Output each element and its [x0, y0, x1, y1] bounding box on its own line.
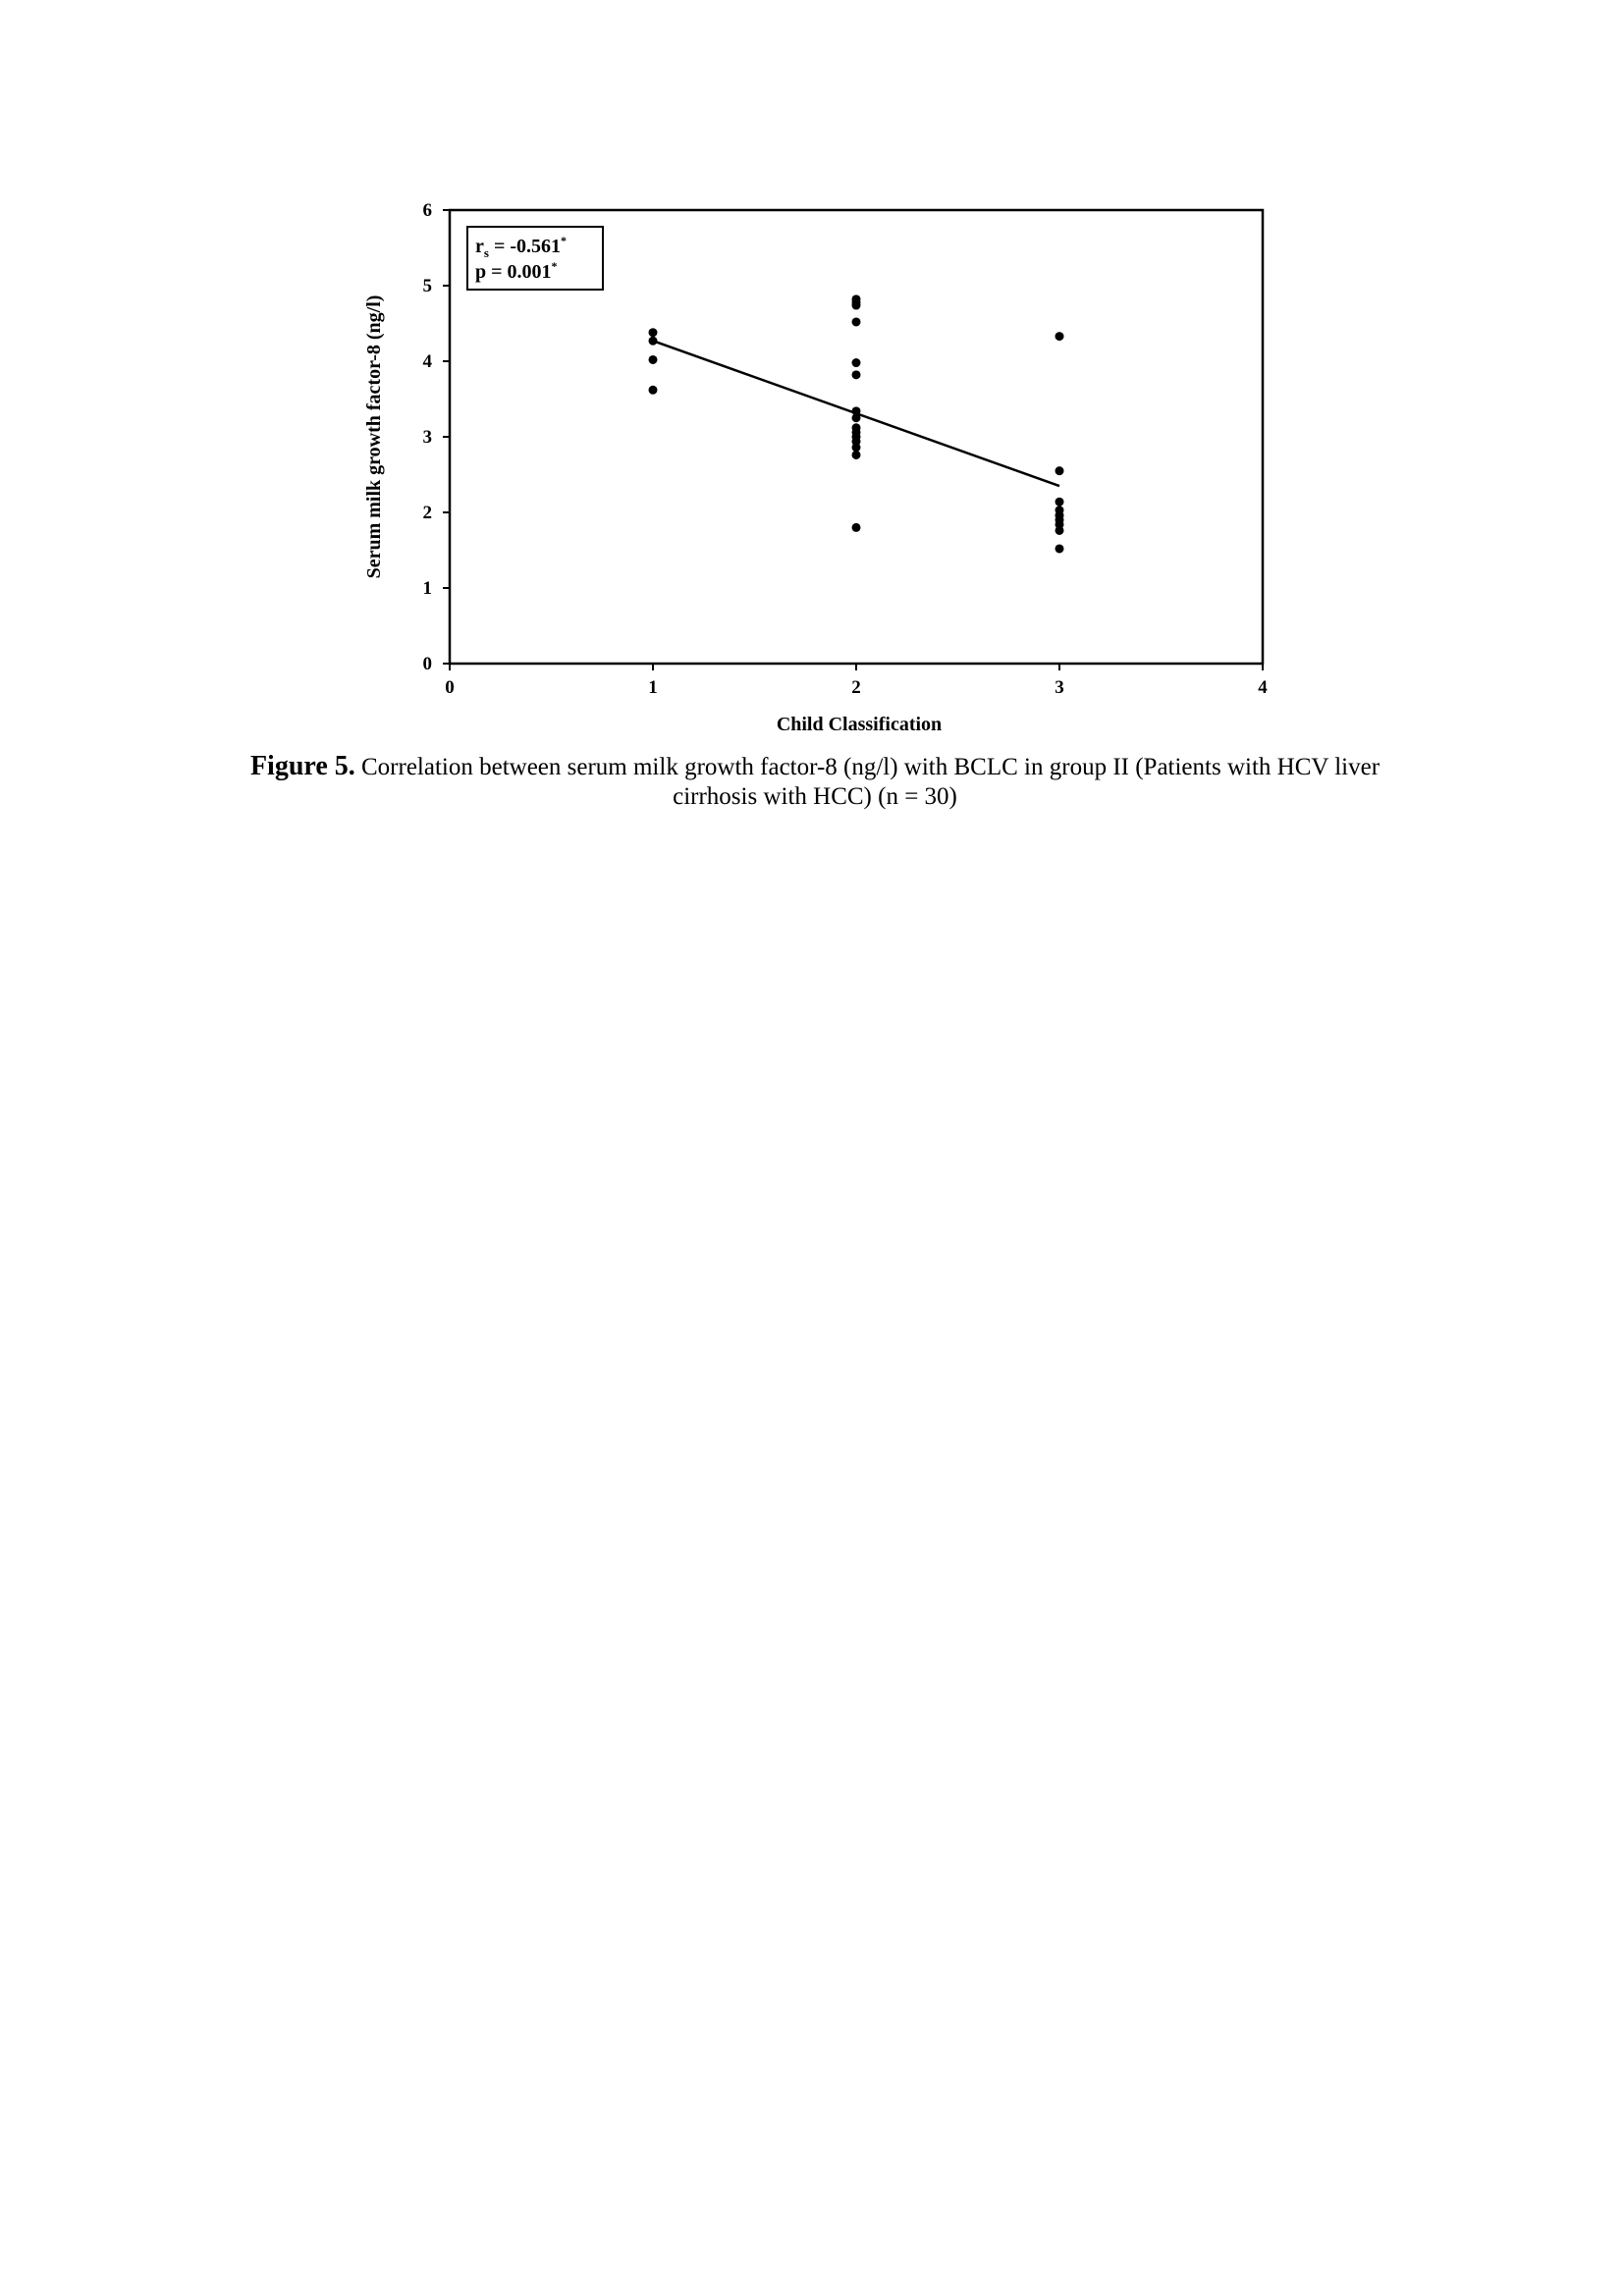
data-point-20: [1056, 466, 1064, 475]
p-value: p = 0.001: [475, 261, 552, 283]
data-point-7: [852, 317, 861, 326]
data-point-8: [852, 358, 861, 367]
correlation-stats-box: [467, 227, 603, 290]
data-point-1: [649, 337, 658, 346]
y-tick-label-4: 4: [422, 351, 432, 372]
data-point-2: [649, 355, 658, 364]
figure-caption: [226, 752, 1404, 812]
rs-value: = -0.561: [488, 236, 562, 257]
figure-label: Figure 5.: [249, 751, 355, 781]
y-tick-label-0: 0: [422, 654, 432, 674]
x-tick-label-3: 3: [1055, 677, 1064, 698]
x-tick-label-2: 2: [851, 677, 861, 698]
data-point-11: [852, 413, 861, 422]
data-point-6: [852, 301, 861, 310]
data-point-17: [852, 451, 861, 459]
data-point-16: [852, 443, 861, 452]
x-tick-label-1: 1: [648, 677, 658, 698]
data-point-19: [1056, 332, 1064, 341]
data-point-27: [1056, 544, 1064, 553]
rs-significance-mark: *: [561, 234, 568, 247]
y-tick-label-1: 1: [422, 578, 432, 599]
figure-caption-text: Correlation between serum milk growth factor-8 (ng/l) with BCLC in group II (Patients with HCV liver cirrhosis with HCC) (n = 30): [354, 754, 1380, 810]
rs-subscript: s: [483, 245, 489, 260]
data-point-18: [852, 523, 861, 532]
data-point-9: [852, 370, 861, 379]
data-point-3: [649, 386, 658, 395]
y-tick-label-2: 2: [422, 503, 432, 523]
p-stat-text: [475, 259, 558, 283]
data-points: [649, 294, 1064, 553]
x-tick-label-0: 0: [445, 677, 455, 698]
rs-symbol: r: [475, 236, 484, 257]
data-point-0: [649, 328, 658, 337]
data-point-26: [1056, 526, 1064, 535]
scatter-chart: [0, 0, 1624, 746]
rs-stat-text: [475, 234, 567, 260]
y-tick-label-5: 5: [422, 276, 432, 296]
y-tick-label-3: 3: [422, 427, 432, 448]
y-axis-title: Serum milk growth factor-8 (ng/l): [363, 294, 385, 579]
data-point-21: [1056, 498, 1064, 507]
y-tick-label-6: 6: [422, 200, 432, 221]
x-tick-label-4: 4: [1258, 677, 1268, 698]
x-axis-title: Child Classification: [776, 714, 943, 735]
p-significance-mark: *: [551, 259, 558, 273]
